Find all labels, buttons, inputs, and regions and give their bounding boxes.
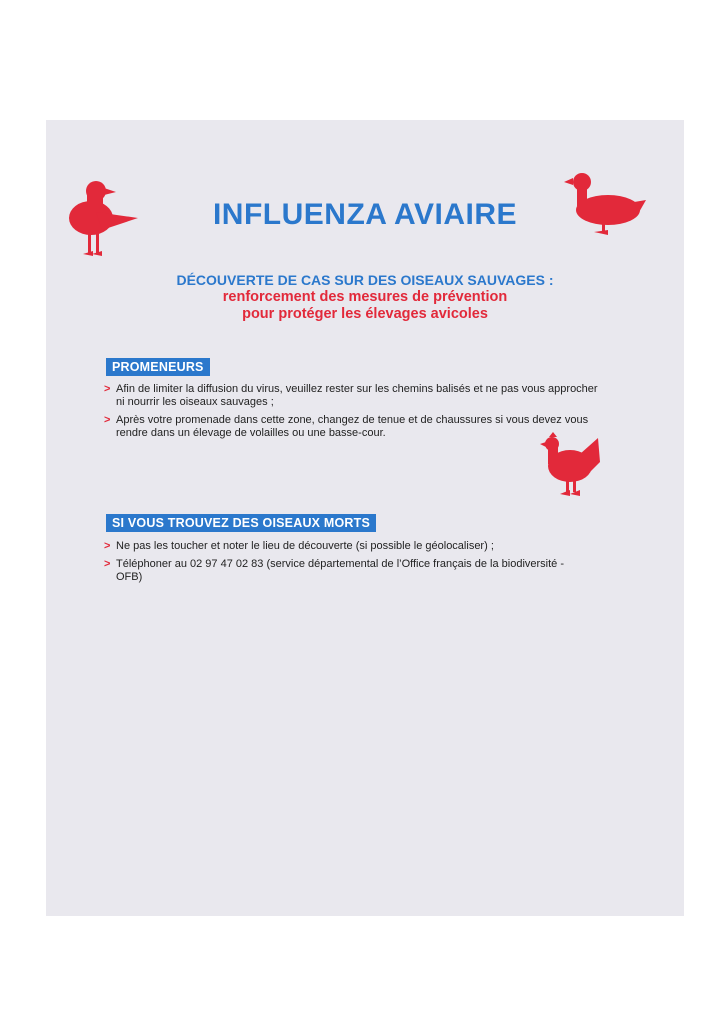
- subtitle-red-line1: renforcement des mesures de prévention: [222, 289, 508, 305]
- item-line: Téléphoner au 02 97 47 02 83 (service départemental de l’Office français de la biodiversité -: [116, 558, 565, 570]
- item-line: ni nourrir les oiseaux sauvages ;: [116, 396, 274, 408]
- chevron-right-icon: >: [104, 558, 111, 570]
- subtitle-red-line2: pour protéger les élevages avicoles: [242, 306, 488, 322]
- chevron-right-icon: >: [104, 383, 111, 395]
- item-line: Après votre promenade dans cette zone, changez de tenue et de chaussures si vous devez vous: [116, 414, 589, 426]
- list-item: [104, 383, 664, 409]
- chevron-right-icon: >: [104, 414, 111, 426]
- item-line: Ne pas les toucher et noter le lieu de découverte (si possible le géolocaliser) ;: [116, 540, 494, 552]
- item-line: rendre dans un élevage de volailles ou une basse-cour.: [116, 427, 386, 439]
- chevron-right-icon: >: [104, 540, 111, 552]
- subtitle-red: [46, 289, 684, 323]
- page-title: INFLUENZA AVIAIRE: [212, 198, 518, 231]
- item-line: Afin de limiter la diffusion du virus, veuillez rester sur les chemins balisés et ne pas vous approcher: [116, 383, 598, 395]
- section-heading-oiseaux-morts: SI VOUS TROUVEZ DES OISEAUX MORTS: [106, 514, 376, 532]
- subtitle: DÉCOUVERTE DE CAS SUR DES OISEAUX SAUVAGES :: [176, 272, 554, 288]
- list-item: [104, 540, 664, 553]
- list-item: [104, 414, 664, 440]
- poster-sheet: [46, 120, 684, 916]
- list-item: [104, 558, 664, 584]
- item-line: OFB): [116, 571, 143, 583]
- oiseaux-morts-list: [104, 540, 664, 589]
- section-heading-promeneurs: PROMENEURS: [106, 358, 210, 376]
- promeneurs-list: [104, 383, 664, 445]
